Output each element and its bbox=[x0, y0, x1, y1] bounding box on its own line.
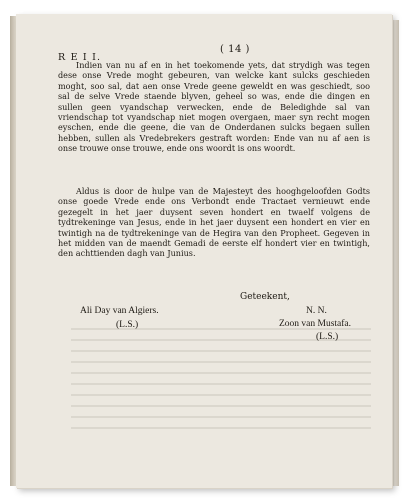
paragraph-2: Aldus is door de hulpe van de Majesteyt des hooghgeloofden Godts onse goede Vrede ende ons Verbondt ende Tractaet vernieuwt ende gezegelt in het jaer duysent seven hondert en twaelf volgens de tydtrekeninge van Jesus, ende in het jaer duysent een hondert en vier en twintigh na de tydtrekeninge van de Hegira van den Propheet. Gegeven in het midden van de maendt Gemadi de eerste elf hondert vier en twintigh, den achttienden dagh van Junius. bbox=[58, 186, 370, 259]
seal-left: (L.S.) bbox=[116, 320, 139, 330]
signatory-right-name: Zoon van Mustafa. bbox=[279, 319, 352, 329]
signed-label: Geteekent, bbox=[240, 292, 290, 302]
page-number: ( 14 ) bbox=[220, 44, 250, 55]
signature-mark: R E I I. bbox=[58, 52, 102, 63]
page-edge bbox=[392, 20, 399, 486]
paragraph-1: Indien van nu af en in het toekomende yets, dat strydigh was tegen dese onse Vrede moght gebeuren, van welcke kant sulcks geschieden moght, soo sal, dat aen onse Vrede geene geweldt en was geschiedt, soo sal de selve Vrede staende blyven, geheel so was, ende die dingen en sullen geen vyandschap verwecken, ende de Beledighde sal van vriendschap tot vyandschap niet mogen overgaen, maer syn recht mogen eyschen, ende die geene, die van de Onderdanen sulcks begaen sullen hebben, sullen als Vredebrekers gestraft worden: Ende van nu af aen is onse trouwe onse trouwe, ende ons woordt is ons woordt. bbox=[58, 60, 370, 154]
seal-right: (L.S.) bbox=[316, 332, 339, 342]
signatory-left: Ali Day van Algiers. bbox=[80, 306, 159, 316]
signatory-right-initials: N. N. bbox=[306, 306, 327, 316]
